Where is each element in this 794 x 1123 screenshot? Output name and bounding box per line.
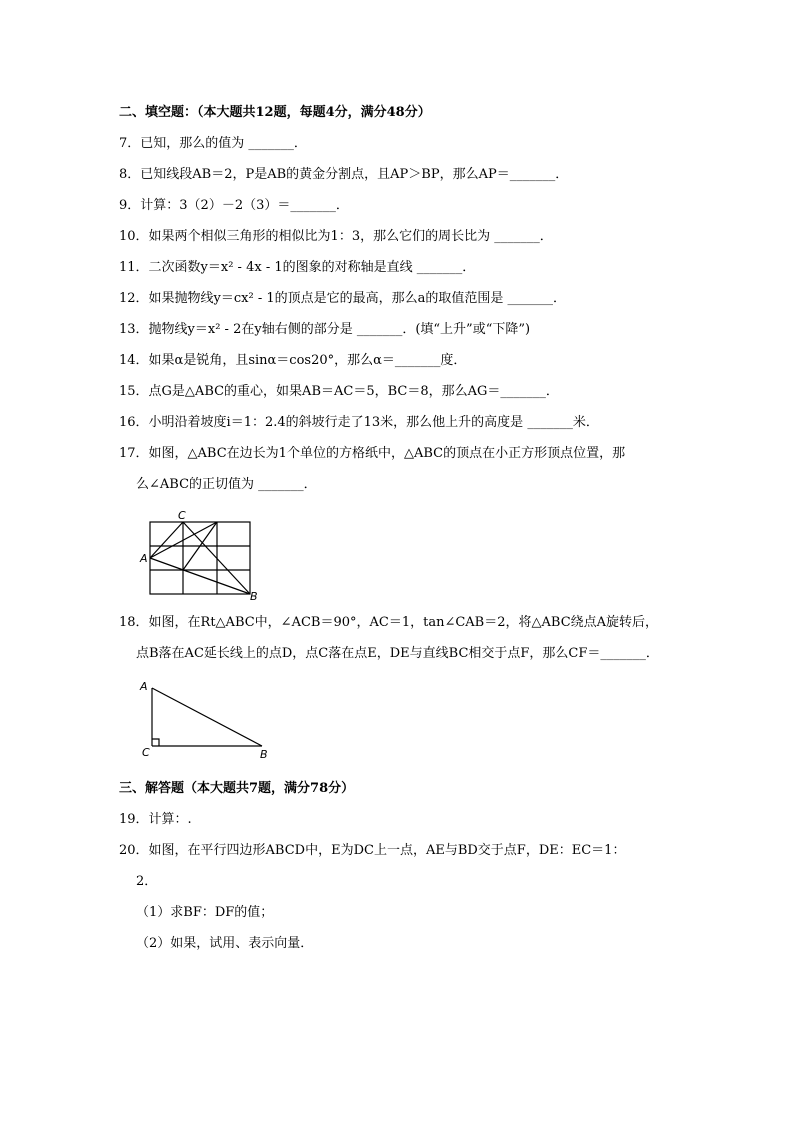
- figure-18-triangle: [138, 676, 278, 764]
- question-17-line-2: 么∠ABC的正切值为 _______．: [136, 477, 317, 492]
- question-17-line-1: 17．如图，△ABC在边长为1个单位的方格纸中，△ABC的顶点在小正方形顶点位置，那: [119, 446, 626, 461]
- question-13: 13．抛物线y＝x² - 2在y轴右侧的部分是 _______．(填“上升”或“下降”): [119, 322, 531, 337]
- question-11: 11．二次函数y＝x² - 4x - 1的图象的对称轴是直线 _______．: [119, 260, 476, 275]
- question-14: 14．如果α是锐角，且sinα＝cos20°，那么α＝_______度．: [119, 353, 467, 368]
- fig18-label-a: A: [140, 680, 148, 693]
- question-12: 12．如果抛物线y＝cx² - 1的顶点是它的最高，那么a的取值范围是 _______．: [119, 291, 567, 306]
- figure-17-grid: [140, 508, 260, 603]
- fig17-label-b: B: [250, 590, 258, 603]
- section-title-solve: 三、解答题（本大题共7题，满分78分）: [119, 781, 355, 796]
- question-20-sub-2: （2）如果，试用、表示向量．: [136, 936, 314, 951]
- question-16: 16．小明沿着坡度i＝1：2.4的斜坡行走了13米，那么他上升的高度是 _______米．: [119, 415, 599, 430]
- fig17-label-a: A: [140, 552, 148, 565]
- question-15: 15．点G是△ABC的重心，如果AB＝AC＝5，BC＝8，那么AG＝_______．: [119, 384, 559, 399]
- question-7: 7．已知，那么的值为 _______．: [119, 136, 307, 151]
- fig18-label-c: C: [142, 746, 150, 759]
- question-19: 19．计算：.: [119, 812, 192, 827]
- question-8: 8．已知线段AB＝2，P是AB的黄金分割点，且AP＞BP，那么AP＝_______．: [119, 167, 569, 182]
- question-18-line-1: 18．如图，在Rt△ABC中，∠ACB＝90°，AC＝1，tan∠CAB＝2，将△ABC绕点A旋转后，: [119, 615, 659, 630]
- fig17-label-c: C: [178, 509, 186, 522]
- question-20-line-1: 20．如图，在平行四边形ABCD中，E为DC上一点，AE与BD交于点F，DE：EC＝1：: [119, 843, 626, 858]
- section-title-fill-in: 二、填空题：（本大题共12题，每题4分，满分48分）: [119, 105, 431, 120]
- fig18-label-b: B: [260, 748, 268, 761]
- question-20-line-2: 2．: [136, 874, 158, 889]
- question-18-line-2: 点B落在AC延长线上的点D，点C落在点E，DE与直线BC相交于点F，那么CF＝_______．: [136, 646, 659, 661]
- question-10: 10．如果两个相似三角形的相似比为1：3，那么它们的周长比为 _______．: [119, 229, 553, 244]
- question-20-sub-1: （1）求BF：DF的值；: [136, 905, 274, 920]
- question-9: 9．计算：3（2）－2（3）＝_______．: [119, 198, 349, 213]
